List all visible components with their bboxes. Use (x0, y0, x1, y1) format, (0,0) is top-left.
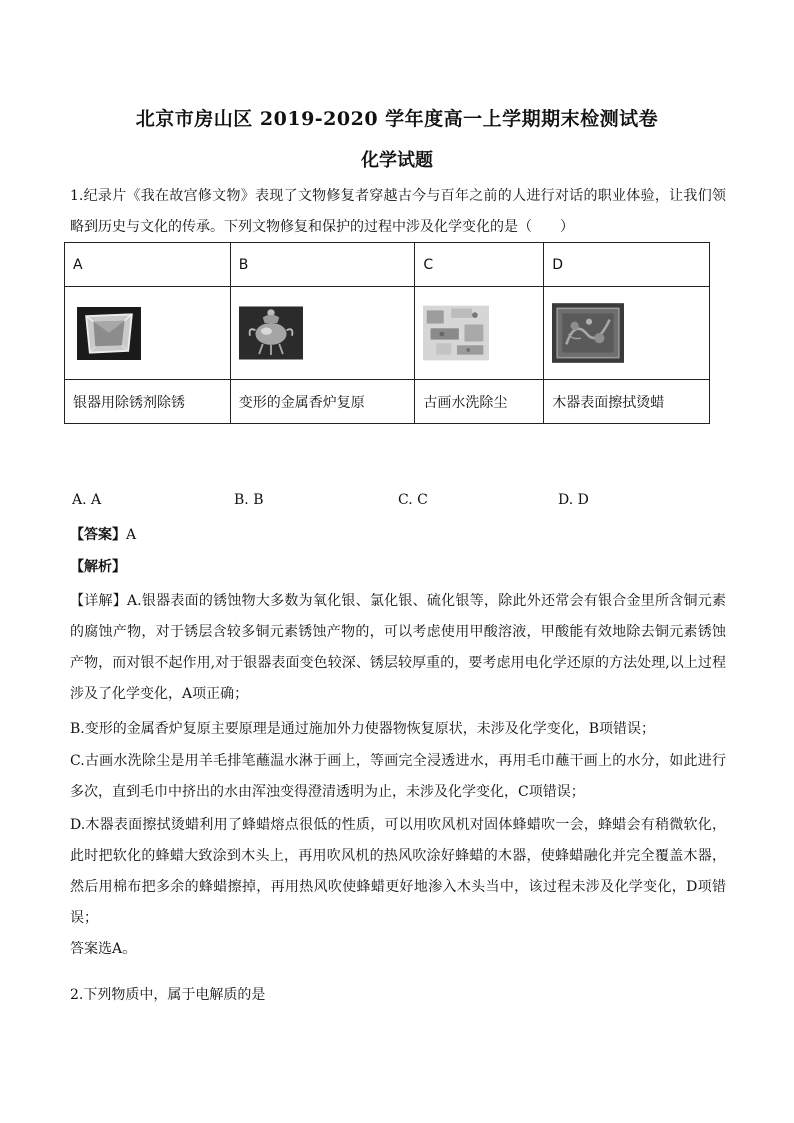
analysis-heading (70, 556, 126, 576)
choice-c: C. C (398, 492, 428, 508)
conclusion-line: 答案选A。 (70, 941, 137, 957)
carved-wood-image (552, 298, 624, 368)
option-d-header: D (544, 243, 710, 287)
detail-b-paragraph: B.变形的金属香炉复原主要原理是通过施加外力使器物恢复原状，未涉及化学变化，B项错误； (70, 721, 656, 737)
detail-c-paragraph: C.古画水洗除尘是用羊毛排笔蘸温水淋于画上，等画完全浸透进水，再用毛巾蘸干画上的水分，如此进行多次，直到毛巾中挤出的水由浑浊变得澄清透明为止，未涉及化学变化，C项错误； (70, 753, 726, 800)
option-d-caption: 木器表面擦拭烫蜡 (544, 380, 710, 424)
options-header-row (65, 243, 710, 287)
option-a-image-cell (65, 287, 231, 380)
detail-label: 【详解】 (70, 593, 128, 609)
detail-d-paragraph: D.木器表面擦拭烫蜡利用了蜂蜡熔点很低的性质，可以用吹风机对固体蜂蜡吹一会，蜂蜡会有稍微软化，此时把软化的蜂蜡大致涂到木头上，再用吹风机的热风吹涂好蜂蜡的木器，使蜂蜡融化并完全覆盖木器，然后用棉布把多余的蜂蜡擦掉，再用热风吹使蜂蜡更好地渗入木头当中，该过程未涉及化学变化，D项错误； (70, 817, 726, 926)
document-title: 北京市房山区 2019-2020 学年度高一上学期期末检测试卷 (135, 108, 659, 130)
ancient-painting-image (423, 296, 489, 370)
answer-choices (72, 492, 732, 518)
option-b-header: B (230, 243, 415, 287)
answer-label: 【答案】 (70, 527, 126, 543)
analysis-label: 【解析】 (70, 559, 126, 575)
option-c-image-cell (415, 287, 544, 380)
option-a-header: A (65, 243, 231, 287)
options-image-row (65, 287, 710, 380)
question-1-stem: 1.纪录片《我在故宫修文物》表现了文物修复者穿越古今与百年之前的人进行对话的职业体验，让我们领略到历史与文化的传承。下列文物修复和保护的过程中涉及化学变化的是（ ） (70, 188, 726, 235)
detail-a-paragraph (70, 586, 726, 710)
options-table (64, 242, 710, 424)
answer-line (70, 524, 136, 544)
silver-vessel-image (73, 307, 145, 360)
choice-d: D. D (558, 492, 589, 508)
document-subtitle: 化学试题 (361, 150, 433, 171)
detail-a-text: A.银器表面的锈蚀物大多数为氧化银、氯化银、硫化银等，除此外还常会有银合金里所含铜元素的腐蚀产物，对于锈层含较多铜元素锈蚀产物的，可以考虑使用甲酸溶液，甲酸能有效地除去铜元素锈蚀产物，而对银不起作用,对于银器表面变色较深、锈层较厚重的，要考虑用电化学还原的方法处理,以上过程涉及了化学变化，A项正确； (70, 593, 727, 702)
question-2-stem: 2.下列物质中，属于电解质的是 (70, 987, 266, 1003)
answer-value: A (126, 527, 137, 543)
choice-a: A. A (72, 492, 102, 508)
incense-burner-image (239, 298, 303, 368)
option-b-caption: 变形的金属香炉复原 (230, 380, 415, 424)
option-b-image-cell (230, 287, 415, 380)
option-a-caption: 银器用除锈剂除锈 (65, 380, 231, 424)
option-d-image-cell (544, 287, 710, 380)
choice-b: B. B (234, 492, 264, 508)
option-c-caption: 古画水洗除尘 (415, 380, 544, 424)
option-c-header: C (415, 243, 544, 287)
options-caption-row (65, 380, 710, 424)
